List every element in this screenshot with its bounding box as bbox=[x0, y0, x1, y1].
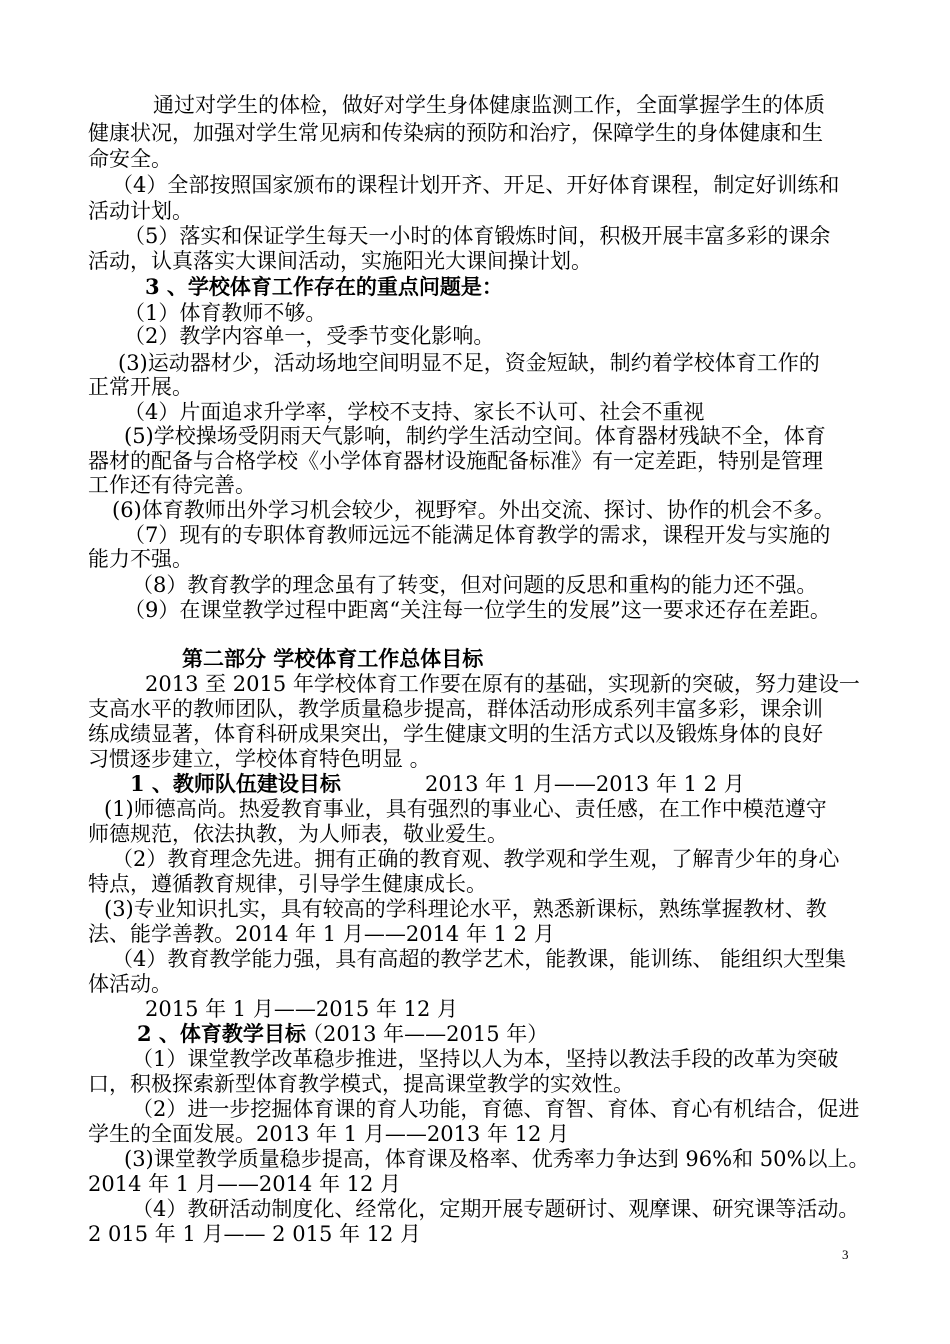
list-item: （4）教育教学能力强，具有高超的教学艺术，能教课，能训练、 能组织大型集 bbox=[112, 947, 847, 971]
list-item: （9）在课堂教学过程中距离“关注每一位学生的发展”这一要求还存在差距。 bbox=[124, 598, 831, 622]
paragraph-line: 通过对学生的体检，做好对学生身体健康监测工作，全面掌握学生的体质 bbox=[153, 93, 825, 117]
date-range: 2 015 年 1 月—— 2 015 年 12 月 bbox=[88, 1222, 422, 1246]
list-item: （8）教育教学的理念虽有了转变，但对问题的反思和重构的能力还不强。 bbox=[132, 573, 818, 597]
paragraph-line: 口，积极探索新型体育教学模式，提高课堂教学的实效性。 bbox=[88, 1072, 634, 1096]
date-range: 2014 年 1 月——2014 年 12 月 bbox=[88, 1172, 402, 1196]
paragraph-line: 师德规范，依法执教，为人师表，敬业爱生。 bbox=[88, 822, 508, 846]
section-heading: 3 、学校体育工作存在的重点问题是： bbox=[145, 274, 503, 299]
paragraph-line: （5）落实和保证学生每天一小时的体育锻炼时间，积极开展丰富多彩的课余 bbox=[124, 224, 831, 248]
page-number: 3 bbox=[842, 1247, 849, 1262]
paragraph-line: 学生的全面发展。2013 年 1 月——2013 年 12 月 bbox=[88, 1122, 570, 1146]
list-item: (5)学校操场受阴雨天气影响，制约学生活动空间。体育器材残缺不全，体育 bbox=[124, 424, 826, 448]
paragraph-line: 习惯逐步建立，学校体育特色明显 。 bbox=[88, 747, 431, 771]
section-heading: 1 、教师队伍建设目标 bbox=[130, 771, 341, 796]
paragraph-line: 器材的配备与合格学校《小学体育器材设施配备标准》有一定差距，特别是管理 bbox=[88, 449, 823, 473]
date-range: 2015 年 1 月——2015 年 12 月 bbox=[145, 997, 459, 1021]
list-item: （4）教研活动制度化、经常化，定期开展专题研讨、观摩课、研究课等活动。 bbox=[132, 1197, 860, 1221]
paragraph-line: 体活动。 bbox=[88, 972, 172, 996]
list-item: （1）体育教师不够。 bbox=[124, 301, 327, 325]
date-range: 2013 年 1 月——2013 年 1 2 月 bbox=[425, 772, 745, 796]
list-item: （1）课堂教学改革稳步推进，坚持以人为本，坚持以教法手段的改革为突破 bbox=[132, 1047, 839, 1071]
paragraph-line: （4）全部按照国家颁布的课程计划开齐、开足、开好体育课程，制定好训练和 bbox=[112, 173, 840, 197]
paragraph-line: 支高水平的教师团队，教学质量稳步提高，群体活动形成系列丰富多彩，课余训 bbox=[88, 697, 823, 721]
paragraph-line: 法、能学善教。2014 年 1 月——2014 年 1 2 月 bbox=[88, 922, 555, 946]
list-item: (3)运动器材少，活动场地空间明显不足，资金短缺，制约着学校体育工作的 bbox=[118, 351, 820, 375]
list-item: (6)体育教师出外学习机会较少，视野窄。外出交流、探讨、协作的机会不多。 bbox=[112, 498, 835, 522]
paragraph-line: 工作还有待完善。 bbox=[88, 473, 256, 497]
list-item: (3)课堂教学质量稳步提高，体育课及格率、优秀率力争达到 96%和 50%以上。 bbox=[124, 1147, 870, 1171]
section-heading: 2 、体育教学目标 bbox=[137, 1021, 306, 1046]
date-range: （2013 年——2015 年） bbox=[302, 1022, 549, 1046]
list-item: （2）教育理念先进。拥有正确的教育观、教学观和学生观，了解青少年的身心 bbox=[112, 847, 840, 871]
paragraph-line: 活动计划。 bbox=[88, 199, 193, 223]
paragraph-line: 特点，遵循教育规律，引导学生健康成长。 bbox=[88, 872, 487, 896]
paragraph-line: 能力不强。 bbox=[88, 547, 193, 571]
list-item: (3)专业知识扎实，具有较高的学科理论水平，熟悉新课标，熟练掌握教材、教 bbox=[104, 897, 827, 921]
paragraph-line: 正常开展。 bbox=[88, 375, 193, 399]
paragraph-line: 命安全。 bbox=[88, 147, 172, 171]
list-item: （2）教学内容单一，受季节变化影响。 bbox=[124, 324, 495, 348]
paragraph-line: 练成绩显著，体育科研成果突出，学生健康文明的生活方式以及锻炼身体的良好 bbox=[88, 722, 823, 746]
paragraph-line: 健康状况，加强对学生常见病和传染病的预防和治疗，保障学生的身体健康和生 bbox=[88, 121, 823, 145]
section-heading: 第二部分 学校体育工作总体目标 bbox=[182, 646, 484, 671]
list-item: （4）片面追求升学率，学校不支持、家长不认可、社会不重视 bbox=[124, 400, 705, 424]
list-item: （7）现有的专职体育教师远远不能满足体育教学的需求，课程开发与实施的 bbox=[124, 523, 831, 547]
list-item: (1)师德高尚。热爱教育事业，具有强烈的事业心、责任感，在工作中模范遵守 bbox=[104, 797, 827, 821]
paragraph-line: 2013 至 2015 年学校体育工作要在原有的基础，实现新的突破，努力建设一 bbox=[145, 672, 860, 696]
list-item: （2）进一步挖掘体育课的育人功能，育德、育智、育体、育心有机结合，促进 bbox=[132, 1097, 860, 1121]
paragraph-line: 活动，认真落实大课间活动，实施阳光大课间操计划。 bbox=[88, 249, 592, 273]
